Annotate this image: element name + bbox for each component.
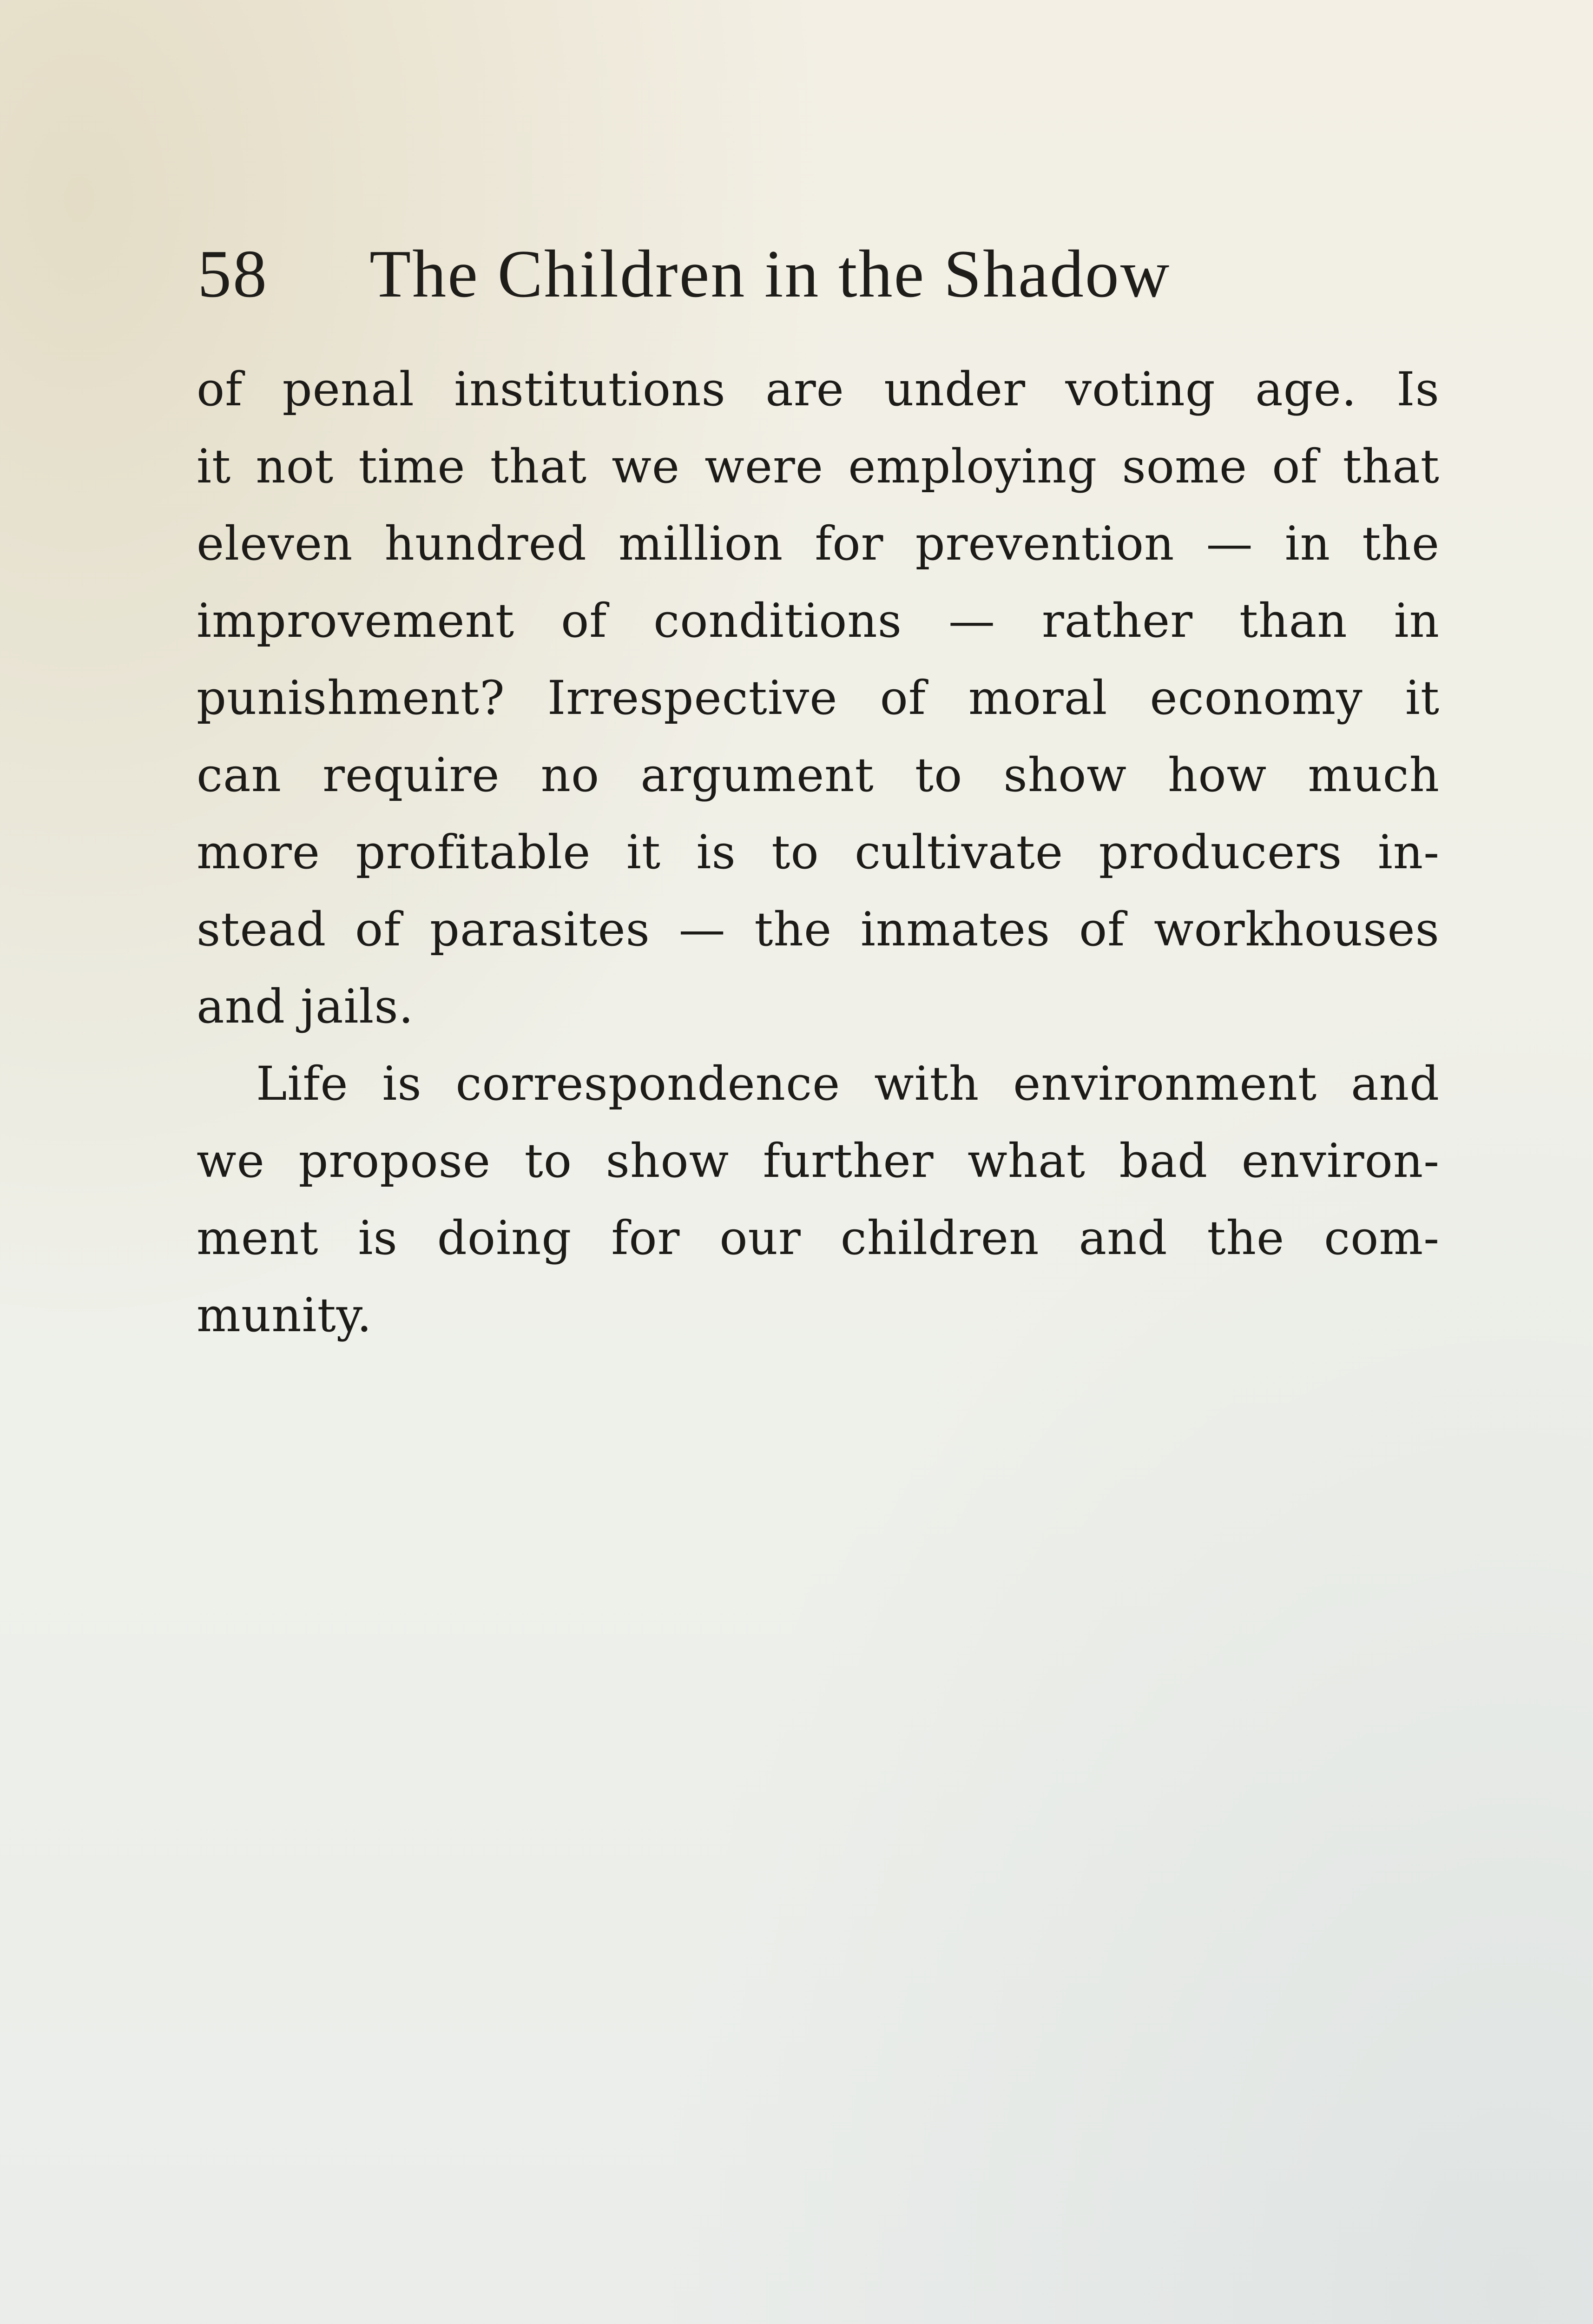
text-line: ment is doing for our children and the com-	[197, 1211, 1440, 1265]
text-line: it not time that we were employing some of that	[197, 439, 1440, 494]
text-line: Life is correspondence with environment and	[256, 1056, 1440, 1111]
text-line: stead of parasites — the inmates of workhouses	[197, 902, 1440, 957]
running-head	[197, 235, 1266, 318]
text-line: we propose to show further what bad environ-	[197, 1134, 1440, 1188]
body-text	[197, 351, 1440, 1354]
page-number: 58	[197, 236, 268, 311]
text-line: munity.	[197, 1288, 372, 1342]
text-line: improvement of conditions — rather than in	[197, 594, 1440, 648]
paragraph	[197, 351, 1440, 1045]
text-line: eleven hundred million for prevention — in the	[197, 516, 1440, 571]
text-line: more profitable it is to cultivate producers in-	[197, 825, 1440, 879]
paragraph	[197, 1045, 1440, 1354]
text-line: can require no argument to show how much	[197, 748, 1440, 802]
running-title: The Children in the Shadow	[369, 236, 1171, 311]
text-line: of penal institutions are under voting age. Is	[197, 362, 1440, 416]
text-line: punishment? Irrespective of moral economy it	[197, 671, 1440, 725]
text-line: and jails.	[197, 979, 414, 1034]
